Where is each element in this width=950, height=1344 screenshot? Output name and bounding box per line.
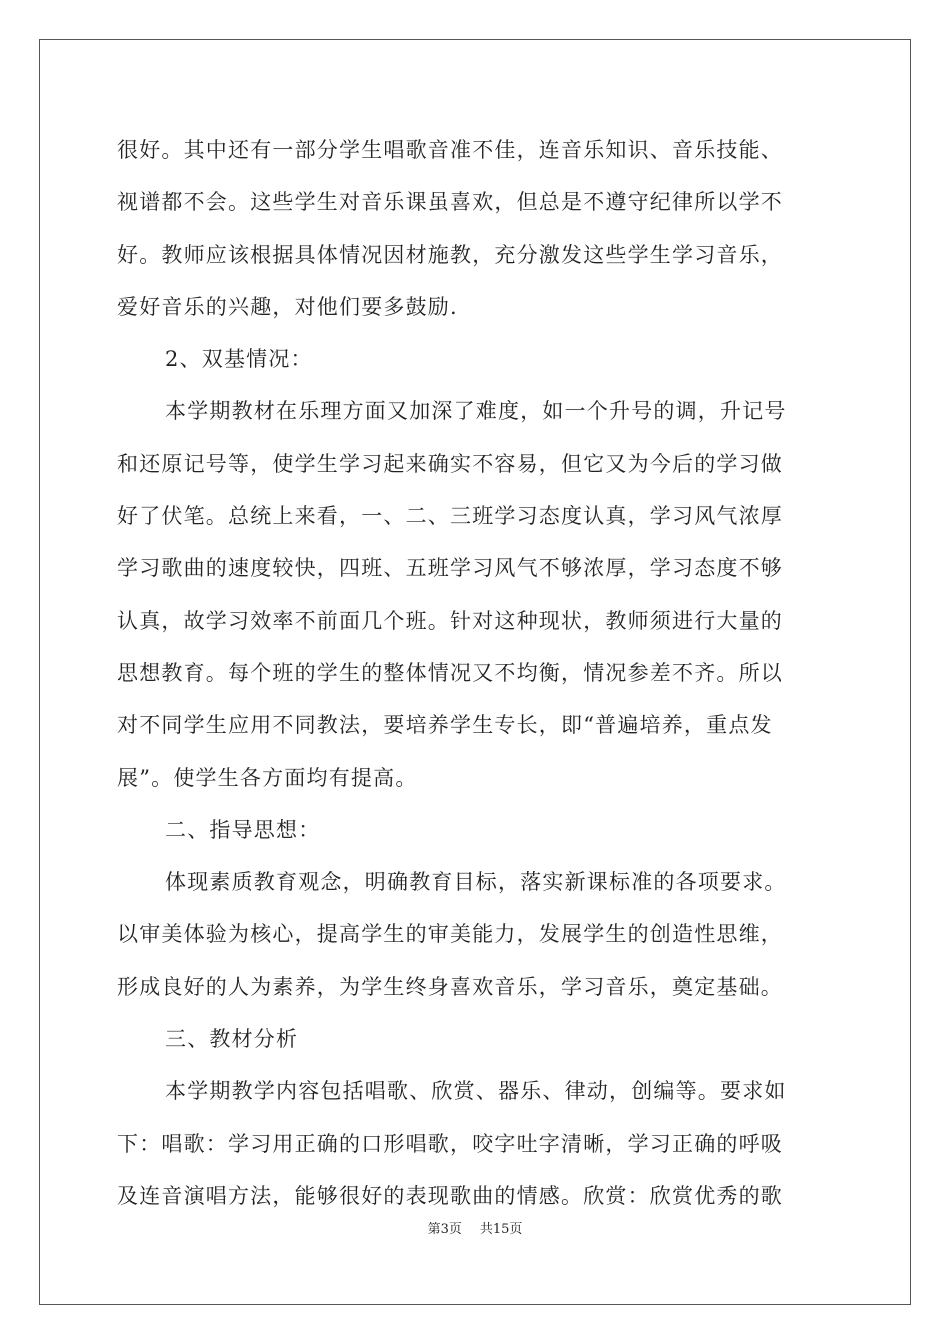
- text-line: 和还原记号等，使学生学习起来确实不容易，但它又为今后的学习做: [117, 451, 783, 476]
- text-line: 展”。使学生各方面均有提高。: [117, 765, 418, 790]
- text-line: 爱好音乐的兴趣，对他们要多鼓励.: [117, 294, 458, 319]
- text-line: 视谱都不会。这些学生对音乐课虽喜欢，但总是不遵守纪律所以学不: [117, 190, 783, 215]
- section-heading: 三、教材分析: [165, 1027, 299, 1052]
- text-line: 学习歌曲的速度较快，四班、五班学习风气不够浓厚，学习态度不够: [117, 556, 783, 581]
- text-line: 本学期教材在乐理方面又加深了难度，如一个升号的调，升记号: [165, 399, 787, 424]
- text-line: 及连音演唱方法，能够很好的表现歌曲的情感。欣赏：欣赏优秀的歌: [117, 1183, 783, 1208]
- text-line: 下：唱歌：学习用正确的口形唱歌，咬字吐字清晰，学习正确的呼吸: [117, 1131, 783, 1156]
- text-line: 本学期教学内容包括唱歌、欣赏、器乐、律动，创编等。要求如: [165, 1079, 787, 1104]
- section-heading: 二、指导思想：: [165, 817, 321, 842]
- text-line: 形成良好的人为素养，为学生终身喜欢音乐，学习音乐，奠定基础。: [117, 974, 783, 999]
- text-line: 思想教育。每个班的学生的整体情况又不均衡，情况参差不齐。所以: [117, 660, 783, 685]
- section-heading: 2、双基情况：: [165, 347, 313, 372]
- text-line: 好了伏笔。总统上来看，一、二、三班学习态度认真，学习风气浓厚: [117, 504, 783, 529]
- page-footer: [0, 1218, 950, 1237]
- text-line: 以审美体验为核心，提高学生的审美能力，发展学生的创造性思维，: [117, 922, 783, 947]
- page-number-total: 共15页: [479, 1222, 523, 1237]
- text-line: 认真，故学习效率不前面几个班。针对这种现状，教师须进行大量的: [117, 608, 783, 633]
- text-line: 很好。其中还有一部分学生唱歌音准不佳，连音乐知识、音乐技能、: [117, 138, 783, 162]
- page-number-current: 第3页: [427, 1222, 462, 1237]
- text-line: 好。教师应该根据具体情况因材施教，充分激发这些学生学习音乐，: [117, 242, 783, 267]
- text-line: 对不同学生应用不同教法，要培养学生专长，即“普遍培养，重点发: [117, 713, 773, 738]
- document-body: [117, 124, 833, 1222]
- text-line: 体现素质教育观念，明确教育目标，落实新课标准的各项要求。: [165, 870, 787, 895]
